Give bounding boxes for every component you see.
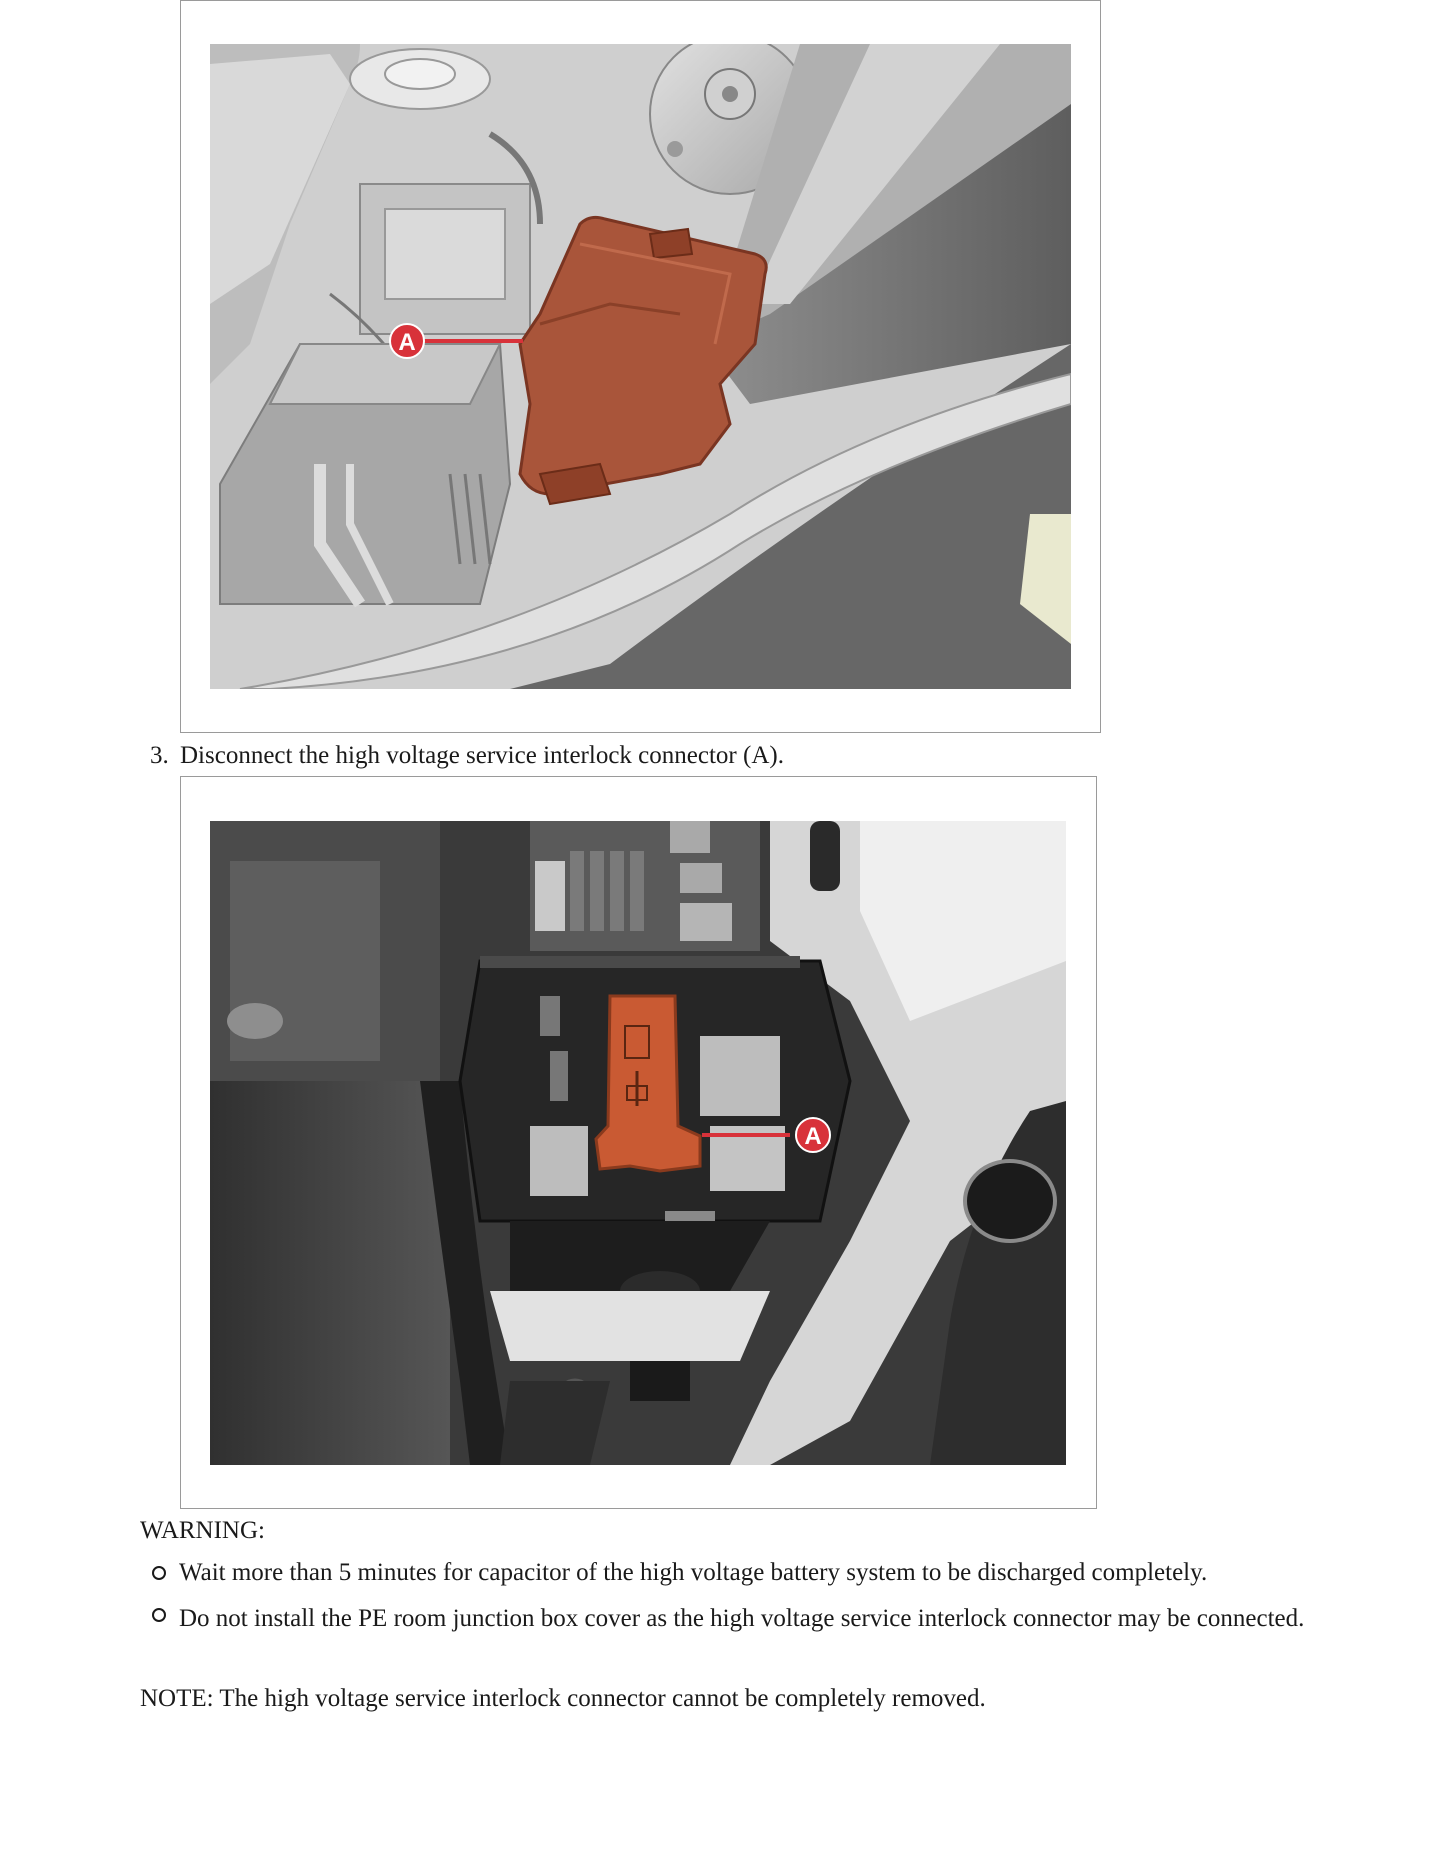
list-bullet (152, 1566, 166, 1580)
step-3 (150, 739, 784, 773)
warning-item: Do not install the PE room junction box cover as the high voltage service interlock connector may be connected. (179, 1605, 1305, 1632)
list-bullet (152, 1608, 166, 1622)
warning-item: Wait more than 5 minutes for capacitor of the high voltage battery system to be discharged completely. (179, 1559, 1208, 1586)
interlock-connector-figure (180, 776, 1097, 1509)
engine-bay-illustration (210, 44, 1071, 689)
step-number: 3. (150, 742, 169, 769)
note-text: NOTE: The high voltage service interlock connector cannot be completely removed. (140, 1685, 986, 1712)
step-text: Disconnect the high voltage service interlock connector (A). (180, 742, 784, 769)
warning-heading: WARNING: (140, 1517, 265, 1544)
junction-box-cover-figure (180, 0, 1101, 733)
callout-a-label: A (398, 329, 416, 356)
callout-a-label: A (804, 1123, 822, 1150)
junction-box-photo (210, 821, 1066, 1465)
